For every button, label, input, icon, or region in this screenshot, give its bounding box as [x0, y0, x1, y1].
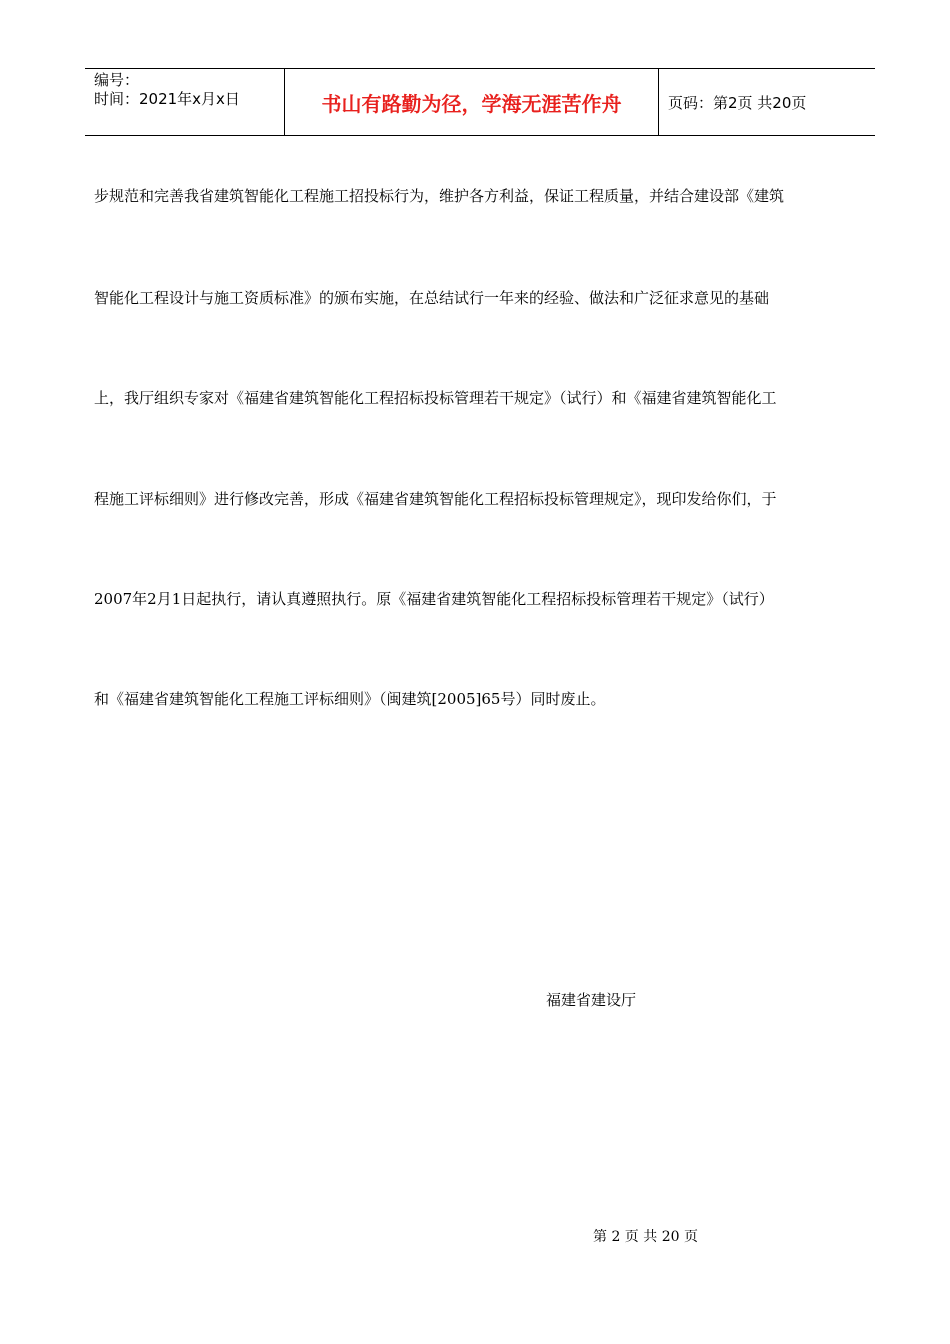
header-motto: 书山有路勤为径，学海无涯苦作舟: [285, 69, 659, 135]
issuer-signature: 福建省建设厅: [546, 991, 637, 1009]
document-date: 时间：2021年x月x日: [94, 90, 240, 108]
body-line: 步规范和完善我省建筑智能化工程施工招投标行为，维护各方利益，保证工程质量，并结合建设部《建筑: [94, 187, 785, 205]
body-line: 上，我厅组织专家对《福建省建筑智能化工程招标投标管理若干规定》（试行）和《福建省建筑智能化工: [94, 389, 777, 407]
body-line: 智能化工程设计与施工资质标准》的颁布实施，在总结试行一年来的经验、做法和广泛征求意见的基础: [94, 289, 770, 307]
document-number-label: 编号：: [94, 71, 140, 89]
body-line: 2007年2月1日起执行，请认真遵照执行。原《福建省建筑智能化工程招标投标管理若干规定》（试行）: [94, 590, 774, 608]
body-line: 程施工评标细则》进行修改完善，形成《福建省建筑智能化工程招标投标管理规定》，现印发给你们，于: [94, 490, 777, 508]
page-footer: 第 2 页 共 20 页: [593, 1229, 698, 1245]
header-page-info: 页码：第2页 共20页: [668, 93, 807, 112]
page-header: [85, 68, 875, 136]
body-line: 和《福建省建筑智能化工程施工评标细则》（闽建筑[2005]65号）同时废止。: [94, 690, 606, 708]
header-meta: [85, 69, 285, 135]
